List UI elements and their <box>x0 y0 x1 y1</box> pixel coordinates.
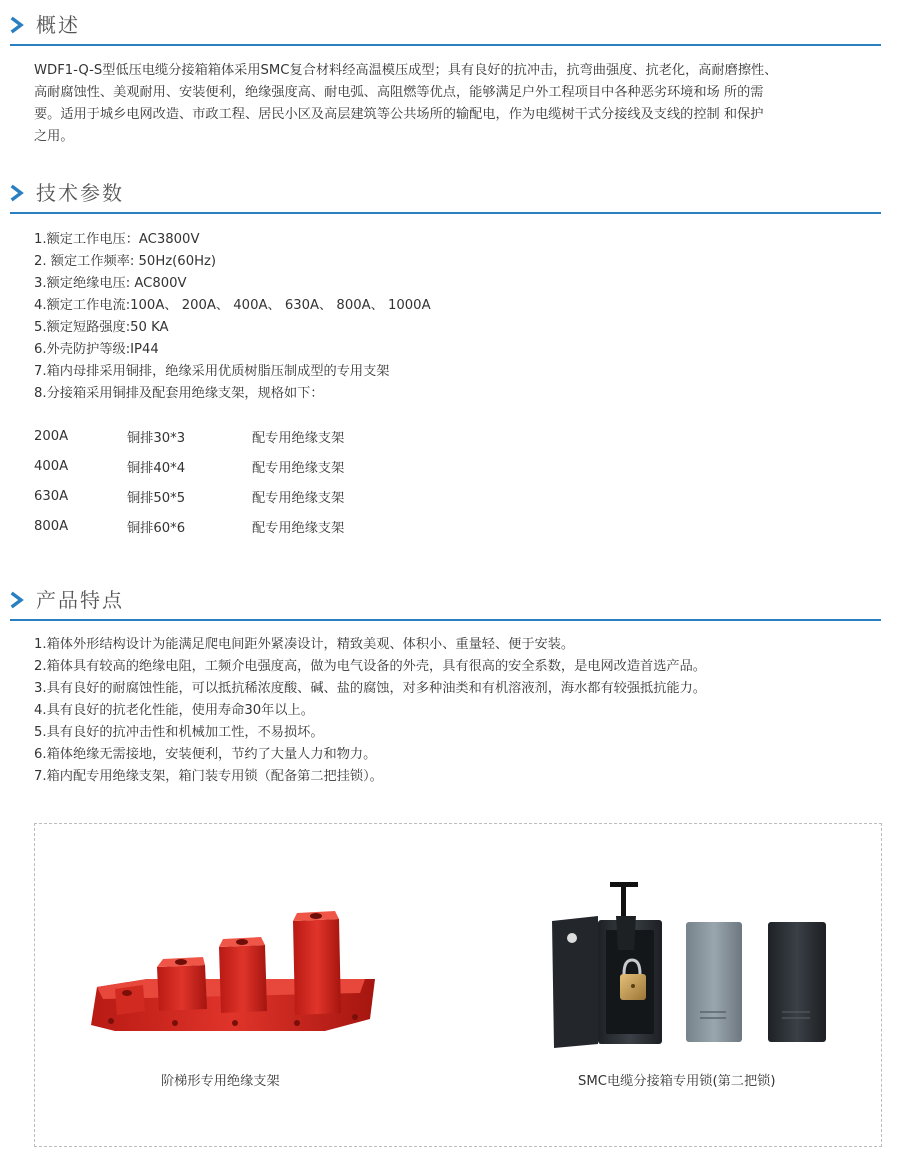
list-item: 7.箱内配专用绝缘支架，箱门装专用锁（配备第二把挂锁）。 <box>34 769 383 784</box>
text-line: 之用。 <box>34 129 74 144</box>
section-header-tech-params <box>10 178 881 214</box>
list-item: 3.具有良好的耐腐蚀性能，可以抵抗稀浓度酸、碱、盐的腐蚀，对多种油类和有机溶液剂，海水都有较强抵抗能力。 <box>34 681 706 696</box>
text-line: 要。适用于城乡电网改造、市政工程、居民小区及高层建筑等公共场所的输配电，作为电缆树干式分接线及支线的控制 和保护 <box>34 107 764 122</box>
table-cell: 铜排60*6 <box>127 520 186 536</box>
product-figure-box <box>34 823 882 1147</box>
tech-params-list <box>34 229 884 405</box>
chevron-right-icon <box>10 13 26 37</box>
chevron-right-icon <box>10 181 26 205</box>
list-item: 7.箱内母排采用铜排，绝缘采用优质树脂压制成型的专用支架 <box>34 364 390 379</box>
list-item: 4.具有良好的抗老化性能，使用寿命30年以上。 <box>34 703 314 718</box>
section-title: 概述 <box>36 13 80 37</box>
list-item: 2. 额定工作频率: 50Hz(60Hz) <box>34 254 217 269</box>
list-item: 2.箱体具有较高的绝缘电阻，工频介电强度高，做为电气设备的外壳，具有很高的安全系数，是电网改造首选产品。 <box>34 659 706 674</box>
list-item: 1.额定工作电压：AC3800V <box>34 232 200 247</box>
list-item: 8.分接箱采用铜排及配套用绝缘支架，规格如下： <box>34 386 324 401</box>
table-cell: 铜排40*4 <box>127 460 186 476</box>
stepped-insulator-image <box>85 909 375 1039</box>
table-cell: 配专用绝缘支架 <box>252 430 345 446</box>
section-title: 产品特点 <box>36 588 124 612</box>
table-cell: 铜排50*5 <box>127 490 186 506</box>
table-cell: 630A <box>34 488 69 504</box>
table-cell: 配专用绝缘支架 <box>252 490 345 506</box>
chevron-right-icon <box>10 588 26 612</box>
table-cell: 铜排30*3 <box>127 430 186 446</box>
list-item: 4.额定工作电流:100A、 200A、 400A、 630A、 800A、 1000A <box>34 298 431 313</box>
features-list <box>34 634 884 788</box>
table-row <box>34 511 344 541</box>
table-cell: 200A <box>34 428 69 444</box>
list-item: 6.外壳防护等级:IP44 <box>34 342 159 357</box>
text-line: 高耐腐蚀性、美观耐用、安装便利，绝缘强度高、耐电弧、高阻燃等优点，能够满足户外工程项目中各种恶劣环境和场 所的需 <box>34 85 764 100</box>
overview-paragraph <box>34 60 884 148</box>
spec-table <box>34 421 344 541</box>
table-row <box>34 481 344 511</box>
table-cell: 配专用绝缘支架 <box>252 460 345 476</box>
list-item: 5.具有良好的抗冲击性和机械加工性，不易损坏。 <box>34 725 324 740</box>
table-cell: 400A <box>34 458 69 474</box>
table-cell: 配专用绝缘支架 <box>252 520 345 536</box>
table-row <box>34 421 344 451</box>
figure-caption-left: 阶梯形专用绝缘支架 <box>161 1074 280 1089</box>
list-item: 3.额定绝缘电压: AC800V <box>34 276 187 291</box>
text-line: WDF1-Q-S型低压电缆分接箱箱体采用SMC复合材料经高温模压成型；具有良好的抗冲击，抗弯曲强度、抗老化，高耐磨擦性、 <box>34 63 778 78</box>
figure-caption-right: SMC电缆分接箱专用锁(第二把锁) <box>578 1074 776 1089</box>
list-item: 6.箱体绝缘无需接地，安装便利，节约了大量人力和物力。 <box>34 747 377 762</box>
section-header-features <box>10 585 881 621</box>
table-cell: 800A <box>34 518 69 534</box>
list-item: 5.额定短路强度:50 KA <box>34 320 169 335</box>
list-item: 1.箱体外形结构设计为能满足爬电间距外紧凑设计，精致美观、体积小、重量轻、便于安装。 <box>34 637 575 652</box>
section-header-overview <box>10 10 881 46</box>
smc-lock-image <box>550 876 830 1051</box>
table-row <box>34 451 344 481</box>
section-title: 技术参数 <box>36 181 124 205</box>
